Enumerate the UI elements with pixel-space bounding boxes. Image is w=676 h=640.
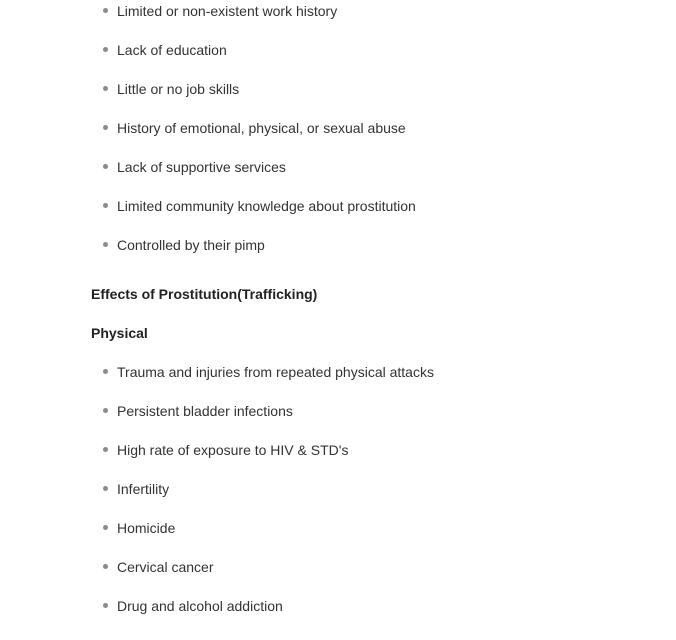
subsection-heading: Physical [91, 325, 148, 341]
list-item [0, 195, 676, 234]
risk-factors-list [0, 0, 676, 273]
list-item [0, 595, 676, 634]
bullet-icon [103, 164, 108, 169]
list-item [0, 478, 676, 517]
list-item-text: Lack of supportive services [117, 159, 286, 175]
list-item-text: Lack of education [117, 42, 227, 58]
list-item [0, 234, 676, 273]
bullet-icon [103, 242, 108, 247]
list-item-text: Drug and alcohol addiction [117, 598, 283, 614]
list-item-text: History of emotional, physical, or sexual abuse [117, 120, 406, 136]
list-item [0, 0, 676, 39]
list-item [0, 517, 676, 556]
list-item [0, 556, 676, 595]
list-item-text: Limited community knowledge about prostitution [117, 198, 416, 214]
bullet-icon [103, 369, 108, 374]
bullet-icon [103, 125, 108, 130]
list-item-text: Controlled by their pimp [117, 237, 265, 253]
list-item-text: Persistent bladder infections [117, 403, 293, 419]
bullet-icon [103, 486, 108, 491]
physical-effects-list [0, 361, 676, 634]
list-item [0, 439, 676, 478]
list-item [0, 78, 676, 117]
list-item-text: Homicide [117, 520, 176, 536]
list-item-text: Trauma and injuries from repeated physical attacks [117, 364, 434, 380]
list-item-text: Cervical cancer [117, 559, 214, 575]
bullet-icon [103, 408, 108, 413]
bullet-icon [103, 47, 108, 52]
list-item [0, 156, 676, 195]
bullet-icon [103, 447, 108, 452]
bullet-icon [103, 203, 108, 208]
bullet-icon [103, 86, 108, 91]
spacer [0, 273, 676, 283]
list-item [0, 117, 676, 156]
list-item [0, 361, 676, 400]
list-item-text: High rate of exposure to HIV & STD's [117, 442, 349, 458]
list-item-text: Infertility [117, 481, 170, 497]
section-heading: Effects of Prostitution(Trafficking) [91, 286, 318, 302]
list-item-text: Limited or non-existent work history [117, 3, 338, 19]
bullet-icon [103, 564, 108, 569]
bullet-icon [103, 525, 108, 530]
bullet-icon [103, 603, 108, 608]
list-item-text: Little or no job skills [117, 81, 240, 97]
list-item [0, 400, 676, 439]
list-item [0, 39, 676, 78]
bullet-icon [103, 8, 108, 13]
